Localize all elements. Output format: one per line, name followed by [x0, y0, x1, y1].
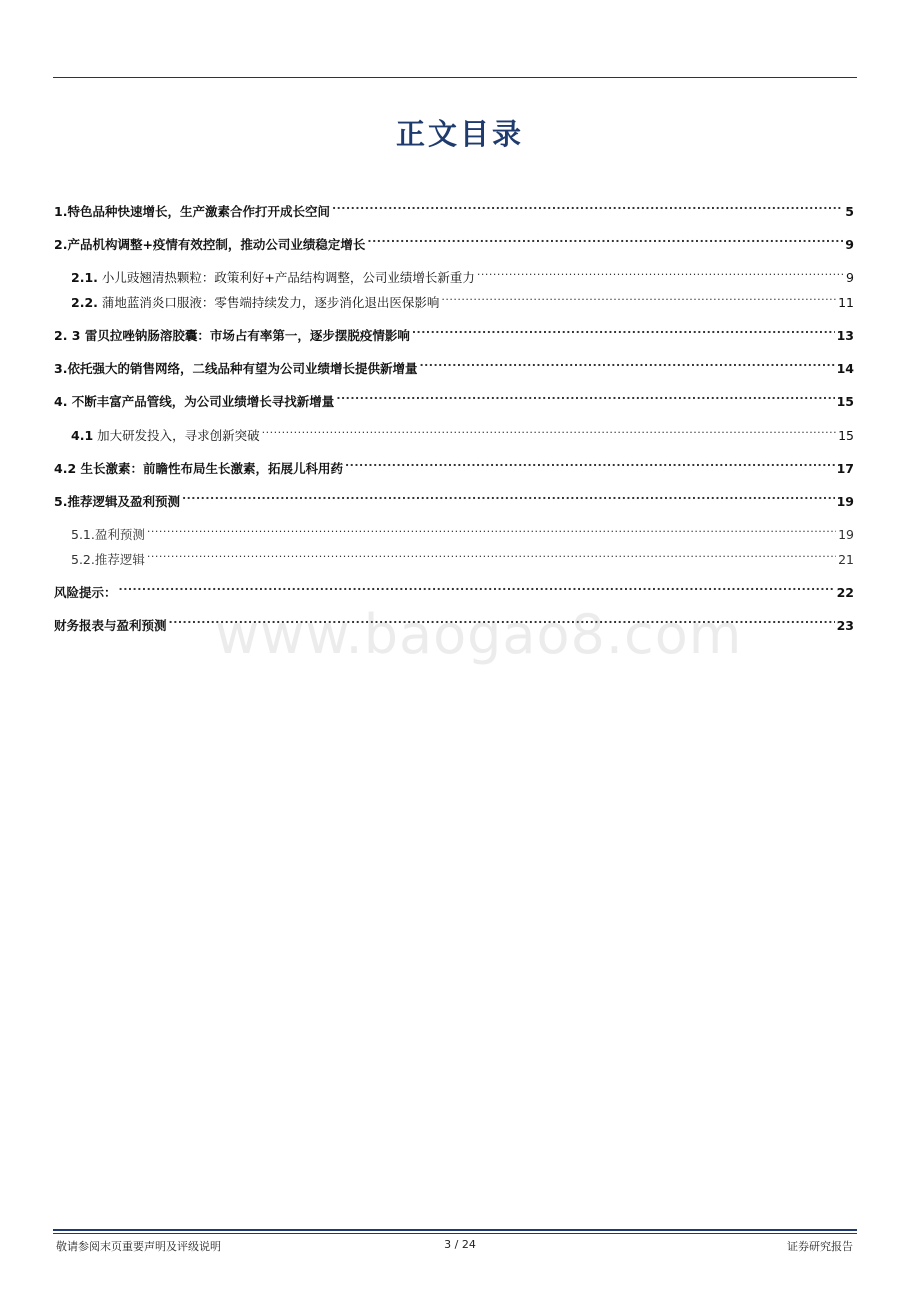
toc-leader-dots [345, 453, 835, 473]
toc-leader-dots [182, 486, 835, 506]
toc-entry[interactable] [54, 229, 854, 252]
toc-leader-dots [477, 262, 844, 282]
toc-entry[interactable] [54, 353, 854, 376]
header-rule [53, 77, 857, 78]
toc-subentry-number: 2.1. [71, 270, 98, 285]
toc-subentry-label: 蒲地蓝消炎口服液：零售端持续发力，逐步消化退出医保影响 [101, 295, 440, 310]
toc-entry-page: 13 [836, 328, 854, 343]
toc-subentry-number: 2.2. [71, 295, 98, 310]
toc-leader-dots [119, 577, 835, 597]
toc-entry-page: 15 [836, 394, 854, 409]
toc-entry[interactable] [54, 577, 854, 600]
toc-entry-label: 4.2 生长激素：前瞻性布局生长激素，拓展儿科用药 [54, 461, 343, 476]
toc-entry-page: 14 [836, 361, 854, 376]
toc-entry-page: 19 [838, 527, 854, 542]
toc-subentry[interactable] [71, 544, 854, 567]
toc-entry-page: 17 [836, 461, 854, 476]
toc-entry-label: 1.特色品种快速增长，生产激素合作打开成长空间 [54, 204, 330, 219]
toc-entry-label: 3.依托强大的销售网络，二线品种有望为公司业绩增长提供新增量 [54, 361, 418, 376]
toc-subentry[interactable] [71, 287, 854, 310]
toc-entry[interactable] [54, 320, 854, 343]
toc-subentry-label: 5.2.推荐逻辑 [71, 552, 145, 567]
toc-leader-dots [147, 544, 836, 564]
footer-disclaimer: 敬请参阅末页重要声明及评级说明 [56, 1240, 221, 1253]
toc-leader-dots [147, 519, 836, 539]
toc-entry-label: 4. 不断丰富产品管线，为公司业绩增长寻找新增量 [54, 394, 335, 409]
toc-leader-dots [262, 420, 836, 440]
toc-leader-dots [336, 386, 834, 406]
toc-subentry-label: 加大研发投入，寻求创新突破 [97, 428, 260, 443]
toc-leader-dots [332, 196, 843, 216]
toc-entry[interactable] [54, 453, 854, 476]
page-title: 正文目录 [395, 117, 524, 151]
toc-entry[interactable] [54, 486, 854, 509]
toc-subentry-number: 4.1 [71, 428, 94, 443]
toc-entry-page: 22 [836, 585, 854, 600]
toc-subentry-label: 小儿豉翘清热颗粒：政策利好+产品结构调整，公司业绩增长新重力 [101, 270, 475, 285]
toc-leader-dots [367, 229, 843, 249]
toc-entry-page: 19 [836, 494, 854, 509]
toc-entry-label: 5.推荐逻辑及盈利预测 [54, 494, 180, 509]
footer-report-type: 证券研究报告 [787, 1240, 853, 1253]
toc-entry-label: 财务报表与盈利预测 [54, 618, 167, 633]
toc-subentry[interactable] [71, 262, 854, 285]
toc-leader-dots [412, 320, 835, 340]
toc-entry-label: 2. 3 雷贝拉唑钠肠溶胶囊：市场占有率第一，逐步摆脱疫情影响 [54, 328, 410, 343]
toc-entry-page: 15 [838, 428, 854, 443]
toc-entry-page: 21 [838, 552, 854, 567]
toc-leader-dots [441, 287, 836, 307]
page-number: 3 / 24 [444, 1238, 476, 1251]
toc-entry-label: 2.产品机构调整+疫情有效控制，推动公司业绩稳定增长 [54, 237, 366, 252]
toc-subentry[interactable] [71, 519, 854, 542]
footer-rule-thin [53, 1233, 857, 1234]
toc-subentry[interactable] [71, 420, 854, 443]
toc-entry-label: 风险提示： [54, 585, 117, 600]
toc-entry[interactable] [54, 196, 854, 219]
toc-leader-dots [419, 353, 834, 373]
toc-entry-page: 9 [846, 270, 854, 285]
footer-rule [53, 1229, 857, 1231]
toc-entry-page: 9 [845, 237, 854, 252]
toc-entry[interactable] [54, 386, 854, 409]
toc-subentry-label: 5.1.盈利预测 [71, 527, 145, 542]
toc-entry-page: 11 [838, 295, 854, 310]
toc-entry-page: 5 [845, 204, 854, 219]
toc-entry-page: 23 [836, 618, 854, 633]
watermark: www.baogao8.com [215, 603, 743, 666]
